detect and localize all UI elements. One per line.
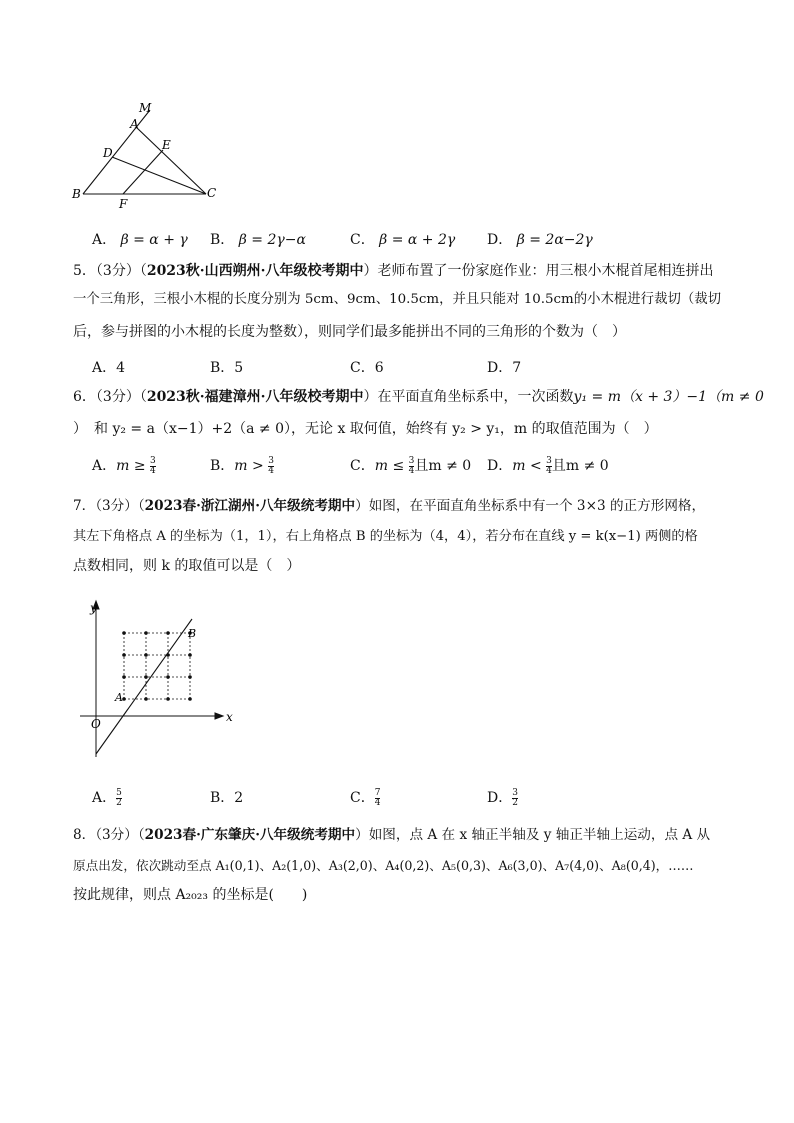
q5-stem-line1: 5．（3分）（2023秋·山西朔州·八年级校考期中）老师布置了一份家庭作业：用三根小木棍首尾相连拼出	[73, 263, 714, 279]
q4-option-d[interactable]: D． β = 2α−2γ	[487, 232, 593, 248]
q8-stem-line3: 按此规律，则点 A₂₀₂₃ 的坐标是( )	[73, 887, 308, 903]
label-C: C	[207, 186, 217, 200]
q5-option-d[interactable]: D．7	[487, 360, 522, 376]
label-O: O	[91, 717, 101, 731]
q7-stem-line2: 其左下角格点 A 的坐标为（1，1），右上角格点 B 的坐标为（4，4），若分布在直线 y = k(x−1) 两侧的格	[73, 529, 698, 544]
q4-option-c[interactable]: C． β = α + 2γ	[350, 232, 456, 248]
q8-stem-line2: 原点出发，依次跳动至点 A₁(0,1)、A₂(1,0)、A₃(2,0)、A₄(0,2)、A₅(0,3)、A₆(3,0)、A₇(4,0)、A₈(0,4)，……	[73, 858, 694, 873]
q5-option-c[interactable]: C．6	[350, 360, 384, 376]
q4-option-b[interactable]: B． β = 2γ−α	[210, 232, 306, 248]
q7-stem-line3: 点数相同，则 k 的取值可以是（ ）	[73, 558, 301, 574]
label-E: E	[162, 138, 171, 152]
q7-option-b[interactable]: B．2	[210, 790, 244, 806]
q5-option-b[interactable]: B．5	[210, 360, 244, 376]
q4-option-a[interactable]: A． β = α + γ	[92, 232, 188, 248]
q7-option-d[interactable]: D． $\frac{3}{2}$	[487, 787, 518, 808]
q5-stem-line3: 后，参与拼图的小木棍的长度为整数），则同学们最多能拼出不同的三角形的个数为（ ）	[73, 324, 626, 340]
label-A: A	[130, 117, 139, 131]
q6-stem-line2: ） 和 y₂ = a（x−1）+2（a ≠ 0），无论 x 取何值，始终有 y₂ > y₁，m 的取值范围为（ ）	[73, 421, 658, 437]
label-A: A	[115, 691, 123, 704]
label-x: x	[226, 710, 233, 724]
label-B: B	[72, 187, 81, 201]
q7-option-c[interactable]: C． $\frac{7}{4}$	[350, 787, 381, 808]
q7-option-a[interactable]: A． $\frac{5}{2}$	[92, 787, 122, 808]
label-F: F	[119, 197, 128, 210]
q6-option-a[interactable]: A．m ≥ $\frac{3}{4}$	[92, 455, 156, 476]
label-D: D	[103, 146, 113, 160]
q6-option-b[interactable]: B．m > $\frac{3}{4}$	[210, 455, 274, 476]
q6-option-c[interactable]: C．m ≤ $\frac{3}{4}$ 且m ≠ 0	[350, 455, 472, 476]
label-y: y	[90, 601, 97, 615]
coordinate-grid-figure	[78, 597, 248, 762]
label-M: M	[139, 101, 152, 115]
q6-option-d[interactable]: D．m < $\frac{3}{4}$ 且m ≠ 0	[487, 455, 609, 476]
q7-stem-line1: 7．（3分）（2023春·浙江湖州·八年级统考期中）如图，在平面直角坐标系中有一个 3×3 的正方形网格，	[73, 498, 706, 514]
q5-stem-line2: 一个三角形，三根小木棍的长度分别为 5cm、9cm、10.5cm，并且只能对 10.5cm的小木棍进行裁切（裁切	[73, 292, 722, 307]
q5-option-a[interactable]: A．4	[92, 360, 126, 376]
triangle-figure	[68, 98, 228, 210]
q6-stem-line1: 6．（3分）（2023秋·福建漳州·八年级校考期中）在平面直角坐标系中，一次函数y₁ = m（x + 3）−1（m ≠ 0	[73, 389, 764, 405]
label-B: B	[188, 627, 197, 640]
q8-stem-line1: 8．（3分）（2023春·广东肇庆·八年级统考期中）如图，点 A 在 x 轴正半轴及 y 轴正半轴上运动，点 A 从	[73, 827, 711, 843]
